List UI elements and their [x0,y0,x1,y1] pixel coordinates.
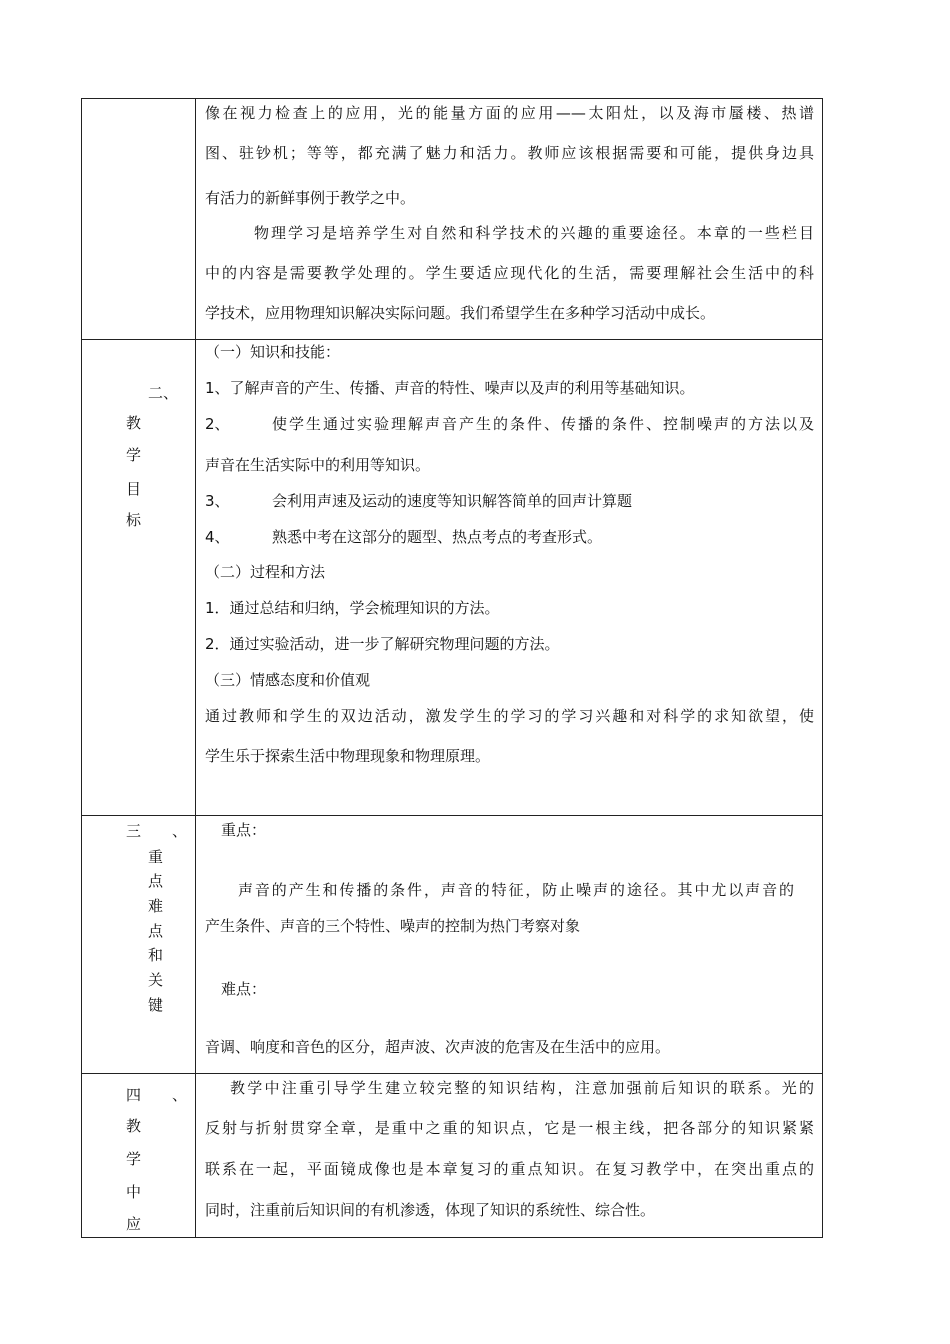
section-label-number: 四 [126,1086,142,1104]
section-label-char: 目 [126,480,142,498]
row-teaching-emphasis [82,1074,822,1239]
objective-item: 1、了解声音的产生、传播、声音的特性、噪声以及声的利用等基础知识。 [205,379,695,397]
emphasis-line: 教学中注重引导学生建立较完整的知识结构，注意加强前后知识的联系。光的 [230,1079,814,1097]
section-label-char: 关 [148,971,164,989]
section-label-char: 点 [148,922,164,940]
intro-line: 中的内容是需要教学处理的。学生要适应现代化的生活，需要理解社会生活中的科 [205,264,814,282]
section-label-char: 学 [126,446,142,464]
subheading-knowledge: （一）知识和技能： [205,343,341,361]
key-point-line: 产生条件、声音的三个特性、噪声的控制为热门考察对象 [205,917,581,935]
difficult-point-line: 音调、响度和音色的区分，超声波、次声波的危害及在生活中的应用。 [205,1038,671,1056]
objective-number: 2、 [205,415,230,433]
section-label-char: 中 [126,1183,142,1201]
objective-item: 会利用声速及运动的速度等知识解答简单的回声计算题 [272,492,633,510]
subheading-process: （二）过程和方法 [205,563,326,581]
subheading-attitude: （三）情感态度和价值观 [205,671,371,689]
objective-number: 3、 [205,492,230,510]
objective-item: 熟悉中考在这部分的题型、热点考点的考查形式。 [272,528,603,546]
intro-line: 图、驻钞机；等等，都充满了魅力和活力。教师应该根据需要和可能，提供身边具 [205,144,814,162]
section-label-char: 重 [148,848,164,866]
attitude-line: 学生乐于探索生活中物理现象和物理原理。 [205,747,491,765]
section-label-separator: 、 [172,1086,188,1104]
objective-number: 4、 [205,528,230,546]
process-item: 1．通过总结和归纳，学会梳理知识的方法。 [205,599,500,617]
attitude-line: 通过教师和学生的双边活动，激发学生的学习的学习兴趣和对科学的求知欲望，使 [205,707,814,725]
objective-item: 使学生通过实验理解声音产生的条件、传播的条件、控制噪声的方法以及 [272,415,814,433]
section-label-char: 难 [148,897,164,915]
process-item: 2．通过实验活动，进一步了解研究物理问题的方法。 [205,635,560,653]
intro-line: 学技术，应用物理知识解决实际问题。我们希望学生在多种学习活动中成长。 [205,304,716,322]
section-label-number: 三 [126,822,142,840]
row-teaching-objectives [82,340,822,816]
difficult-point-title: 难点： [221,980,267,998]
section-label-char: 标 [126,511,142,529]
section-label-char: 教 [126,414,142,432]
objective-item: 声音在生活实际中的利用等知识。 [205,456,431,474]
key-point-title: 重点： [221,821,267,839]
row-intro [82,99,822,340]
lesson-plan-table [81,98,823,1238]
section-label-char: 教 [126,1117,142,1135]
section-label-char: 应 [126,1215,142,1233]
section-label-char: 点 [148,872,164,890]
emphasis-line: 反射与折射贯穿全章，是重中之重的知识点，它是一根主线，把各部分的知识紧紧 [205,1119,814,1137]
emphasis-line: 同时，注重前后知识间的有机渗透，体现了知识的系统性、综合性。 [205,1201,656,1219]
section-label-char: 键 [148,996,164,1014]
row-key-points [82,816,822,1074]
key-point-line: 声音的产生和传播的条件，声音的特征，防止噪声的途径。其中尤以声音的 [238,881,794,899]
section-label-char: 和 [148,946,164,964]
intro-line: 有活力的新鲜事例于教学之中。 [205,189,416,207]
section-label-number: 二、 [148,384,179,402]
section-label-separator: 、 [172,822,188,840]
emphasis-line: 联系在一起，平面镜成像也是本章复习的重点知识。在复习教学中，在突出重点的 [205,1160,814,1178]
intro-line: 像在视力检查上的应用，光的能量方面的应用——太阳灶，以及海市蜃楼、热谱 [205,104,814,122]
section-label-char: 学 [126,1150,142,1168]
intro-line: 物理学习是培养学生对自然和科学技术的兴趣的重要途径。本章的一些栏目 [254,224,814,242]
